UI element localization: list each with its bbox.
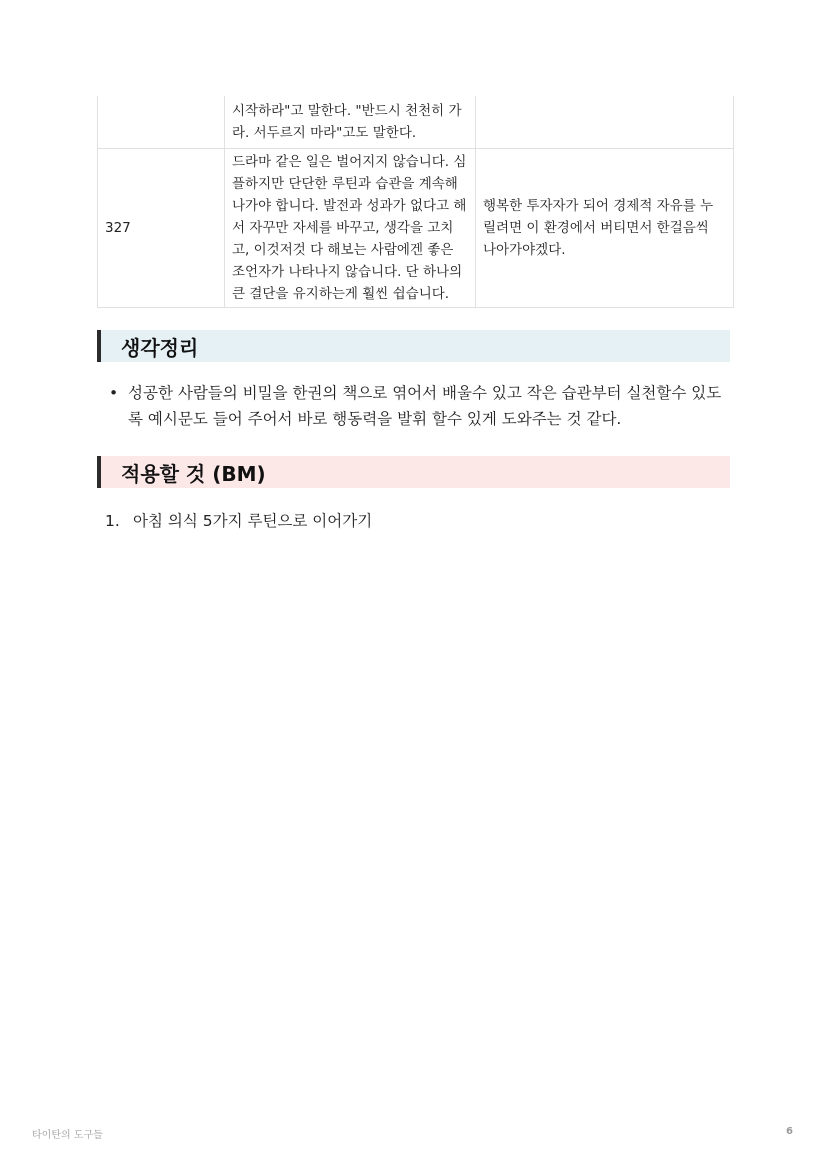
apply-section-header [97, 456, 730, 488]
footer-book-title: 타이탄의 도구들 [32, 1130, 103, 1141]
thought-cell [476, 96, 734, 149]
apply-item-text: 아침 의식 5가지 루틴으로 이어가기 [133, 512, 373, 530]
list-item [97, 508, 730, 534]
table-row [98, 96, 734, 149]
page-number-cell: 327 [98, 149, 225, 308]
list-number: 1. [105, 512, 120, 530]
document-page [97, 96, 730, 534]
footer-page-number: 6 [786, 1126, 793, 1137]
summary-list [97, 380, 730, 432]
bullet-icon: • [109, 384, 119, 402]
summary-section-header [97, 330, 730, 362]
table-row [98, 149, 734, 308]
summary-section-title: 생각정리 [121, 335, 199, 360]
thought-cell: 행복한 투자자가 되어 경제적 자유를 누릴려면 이 환경에서 버티면서 한걸음씩 나아가야겠다. [476, 149, 734, 308]
apply-list [97, 508, 730, 534]
quote-cell: 드라마 같은 일은 벌어지지 않습니다. 심플하지만 단단한 루틴과 습관을 계속해 나가야 합니다. 발전과 성과가 없다고 해서 자꾸만 자세를 바꾸고, 생각을 고치고, 이것저것 다 해보는 사람에겐 좋은 조언자가 나타나지 않습니다. 단 하나의 큰 결단을 유지하는게 훨씬 쉽습니다. [225, 149, 476, 308]
apply-section-title: 적용할 것 (BM) [121, 461, 266, 486]
quote-cell: 시작하라"고 말한다. "반드시 천천히 가라. 서두르지 마라"고도 말한다. [225, 96, 476, 149]
reading-notes-table [97, 96, 734, 308]
summary-item-text: 성공한 사람들의 비밀을 한권의 책으로 엮어서 배울수 있고 작은 습관부터 실천할수 있도록 예시문도 들어 주어서 바로 행동력을 발휘 할수 있게 도와주는 것 같다. [128, 384, 722, 428]
list-item [97, 380, 730, 432]
page-number-cell [98, 96, 225, 149]
